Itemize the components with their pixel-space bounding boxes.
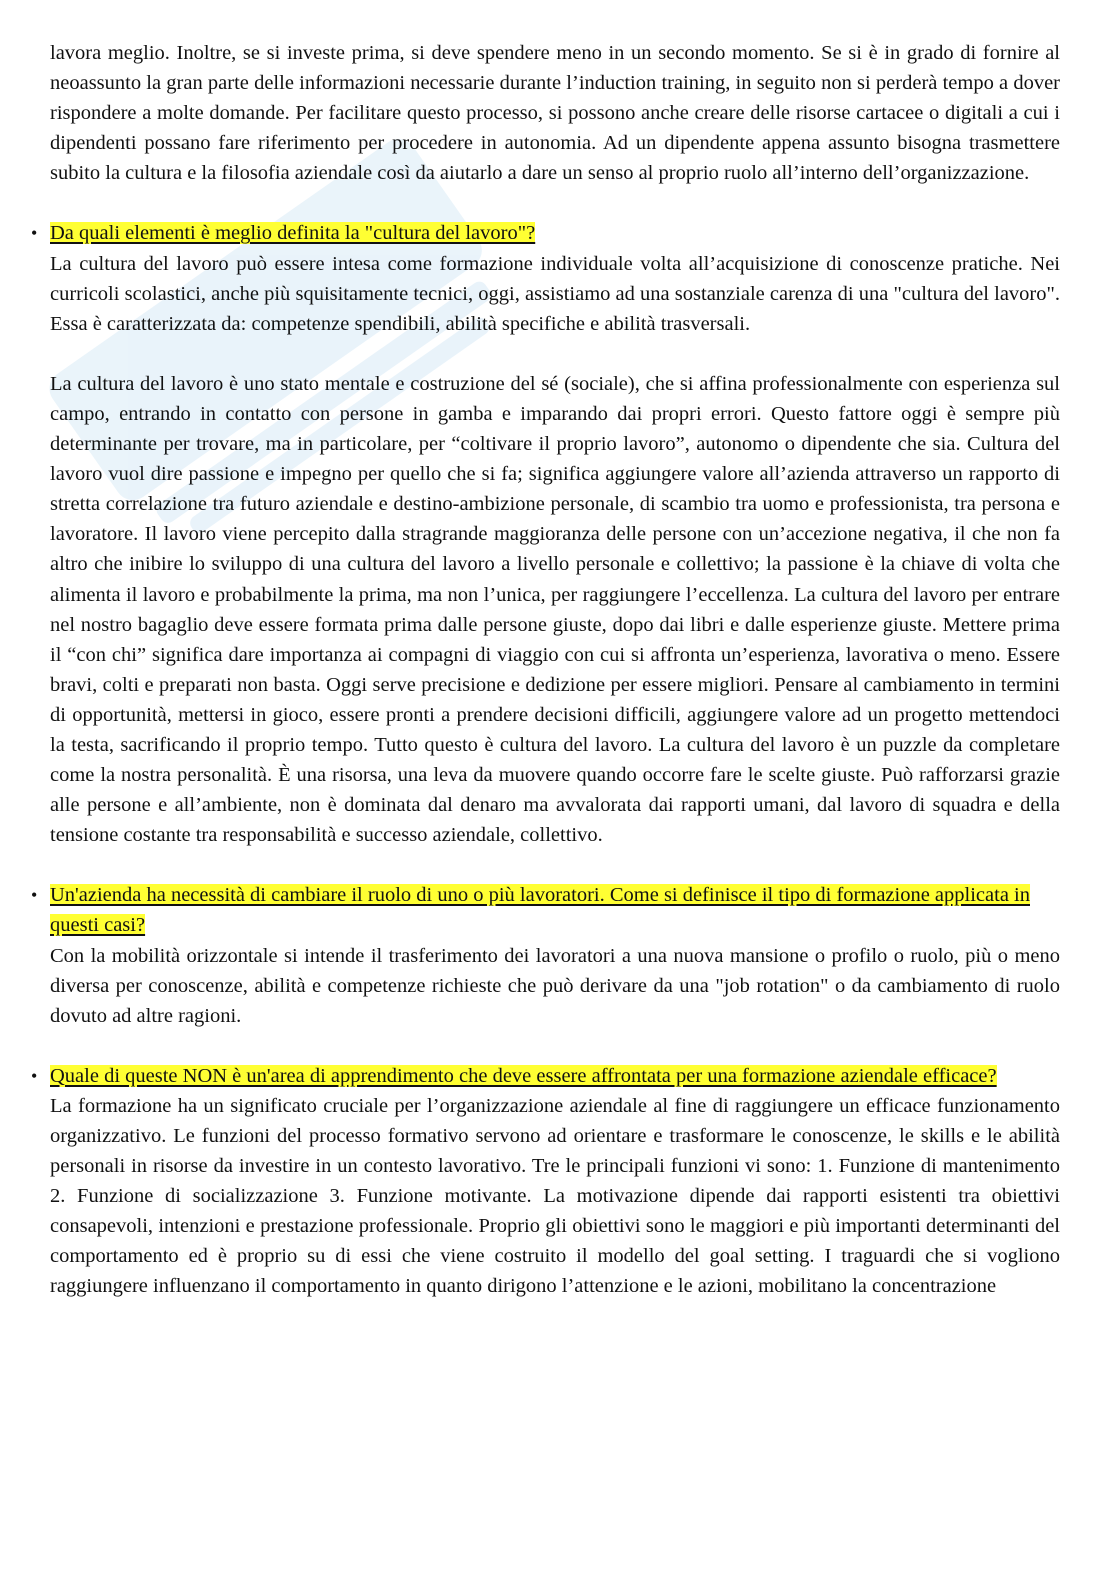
intro-paragraph: lavora meglio. Inoltre, se si investe prima, si deve spendere meno in un secondo momento. Se si è in grado di fornire al neoassunto la gran parte delle informazioni necessarie durante l’induction training, in seguito non si perderà tempo a dover rispondere a molte domande. Per facilitare questo processo, si possono anche creare delle risorse cartacee o digitali a cui i dipendenti possano fare riferimento per procedere in autonomia. Ad un dipendente appena assunto bisogna trasmettere subito la cultura e la filosofia aziendale così da aiutarlo a dare un senso al proprio ruolo all’interno dell’organizzazione.: [50, 42, 1060, 185]
answer-2-paragraph-1: Con la mobilità orizzontale si intende il trasferimento dei lavoratori a una nuova mansione o profilo o ruolo, più o meno diversa per conoscenze, abilità e competenze richieste che può derivare da una "job rotation" o da cambiamento di ruolo dovuto ad altre ragioni.: [50, 944, 1060, 1027]
question-2-text: Un'azienda ha necessità di cambiare il ruolo di uno o più lavoratori. Come si definisce il tipo di formazione applicata in questi casi?: [50, 884, 1030, 937]
answer-3-paragraph-1: La formazione ha un significato cruciale per l’organizzazione aziendale al fine di raggiungere un efficace funzionamento organizzativo. Le funzioni del processo formativo servono ad orientare e trasformare le conoscenze, le skills e le abilità personali in risorse da investire in un contesto lavorativo. Tre le principali funzioni vi sono: 1. Funzione di mantenimento 2. Funzione di socializzazione 3. Funzione motivante. La motivazione dipende dai rapporti esistenti tra obiettivi consapevoli, intenzioni e prestazione professionale. Proprio gli obiettivi sono le maggiori e più importanti determinanti del comportamento ed è proprio su di essi che viene costruito il modello del goal setting. I traguardi che si vogliono raggiungere influenzano il comportamento in quanto dirigono l’attenzione e le azioni, mobilitano la concentrazione: [50, 1094, 1060, 1298]
answer-1-paragraph-1: La cultura del lavoro può essere intesa come formazione individuale volta all’acquisizione di conoscenze pratiche. Nei curricoli scolastici, anche più squisitamente tecnici, oggi, assistiamo ad una sostanziale carenza di una "cultura del lavoro". Essa è caratterizzata da: competenze spendibili, abilità specifiche e abilità trasversali.: [50, 252, 1060, 335]
question-2: • Un'azienda ha necessità di cambiare il ruolo di uno o più lavoratori. Come si definisce il tipo di formazione applicata in questi casi?: [31, 884, 1030, 937]
question-1: • Da quali elementi è meglio definita la "cultura del lavoro"?: [31, 222, 536, 245]
question-3-text: Quale di queste NON è un'area di apprendimento che deve essere affrontata per una formazione aziendale efficace?: [50, 1064, 997, 1087]
answer-1-paragraph-2: La cultura del lavoro è uno stato mentale e costruzione del sé (sociale), che si affina professionalmente con esperienza sul campo, entrando in contatto con persone in gamba e imparando dai propri errori. Questo fattore oggi è sempre più determinante per trovare, ma in particolare, per “coltivare il proprio lavoro”, autonomo o dipendente che sia. Cultura del lavoro vuol dire passione e impegno per quello che si fa; significa aggiungere valore all’azienda attraverso un rapporto di stretta correlazione tra futuro aziendale e destino-ambizione personale, di scambio tra uomo e professionista, tra persona e lavoratore. Il lavoro viene percepito dalla stragrande maggioranza delle persone con un’accezione negativa, il che non fa altro che inibire lo sviluppo di una cultura del lavoro a livello personale e collettivo; la passione è la chiave di volta che alimenta il lavoro e probabilmente la prima, ma non l’unica, per raggiungere l’eccellenza. La cultura del lavoro per entrare nel nostro bagaglio deve essere formata prima dalle persone giuste, dopo dai libri e dalle esperienze giuste. Mettere prima il “con chi” significa dare importanza ai compagni di viaggio con cui si affronta un’esperienza, lavorativa o meno. Essere bravi, colti e preparati non basta. Oggi serve precisione e dedizione per essere migliori. Pensare al cambiamento in termini di opportunità, mettersi in gioco, essere pronti a prendere decisioni difficili, aggiungere valore ad un progetto mettendoci la testa, sacrificando il proprio tempo. Tutto questo è cultura del lavoro. La cultura del lavoro è un puzzle da completare come la nostra personalità. È una risorsa, una leva da muovere quando occorre fare le scelte giuste. Può rafforzarsi grazie alle persone e all’ambiente, non è dominata dal denaro ma avvalorata dai rapporti umani, dal lavoro di squadra e della tensione costante tra responsabilità e successo aziendale, collettivo.: [50, 372, 1060, 847]
question-3: • Quale di queste NON è un'area di apprendimento che deve essere affrontata per una formazione aziendale efficace?: [31, 1064, 997, 1087]
question-1-text: Da quali elementi è meglio definita la "cultura del lavoro"?: [50, 222, 536, 245]
document-page: [31, 38, 1060, 1302]
